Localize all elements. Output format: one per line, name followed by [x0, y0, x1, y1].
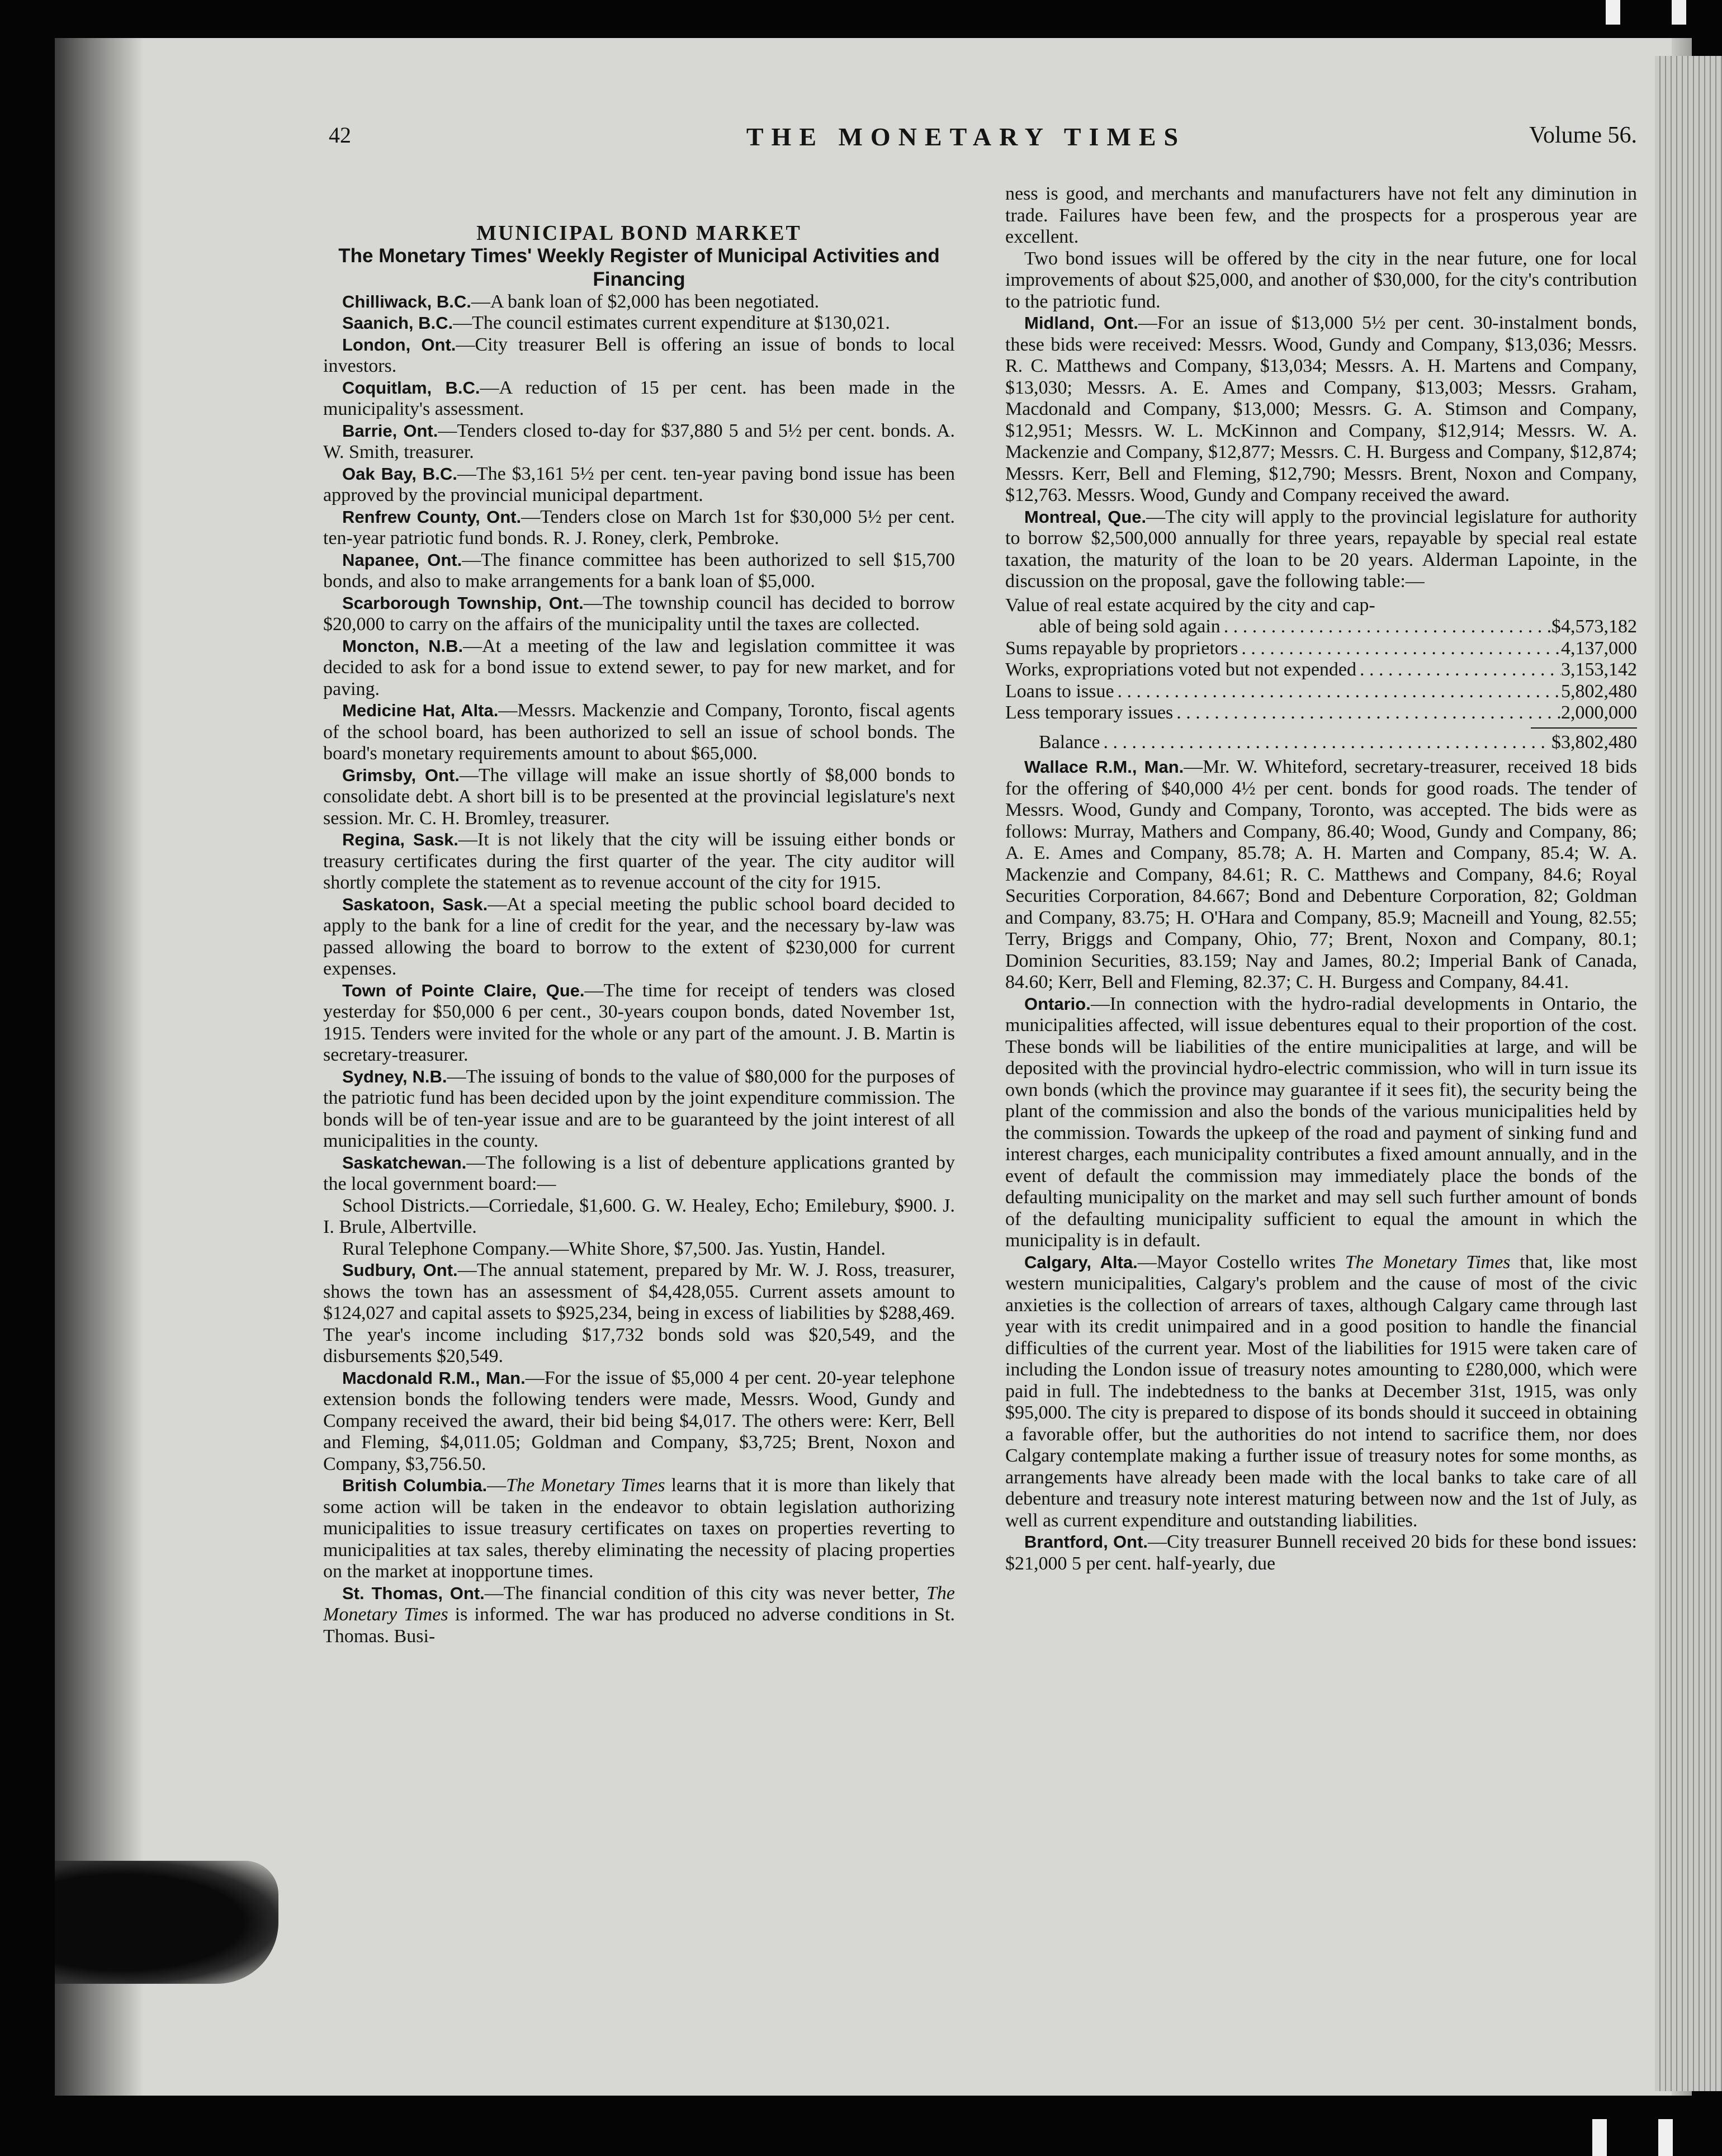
place-name: Town of Pointe Claire, Que. — [342, 980, 585, 1000]
dot-leader — [1173, 702, 1561, 724]
item-text: learns that it is more than likely that some action will be taken in the endeavor to obtain legislation authorizing municipalities to issue treasury certificates on taxes on properties reverting to municipalities at tax sales, thereby eliminating the necessity of placing properties on the market at inopportune times. — [323, 1475, 955, 1582]
dot-leader — [1356, 659, 1561, 681]
item-text: —The annual statement, prepared by Mr. W. J. Ross, treasurer, shows the town has an assessment of $4,428,055. Current assets amount to $124,027 and capital assets to $925,234, being in excess of liabilities by $288,469. The year's income including $17,732 bonds sold was $20,549, and the disbursements $20,549. — [323, 1260, 955, 1367]
table-amount: $3,802,480 — [1551, 731, 1637, 753]
page-stack-edge — [1655, 56, 1722, 2091]
item-paragraph — [323, 377, 955, 420]
table-amount: 3,153,142 — [1561, 659, 1637, 680]
place-name: Chilliwack, B.C. — [342, 291, 471, 311]
item-text: —It is not likely that the city will be issuing either bonds or treasury certificates during the first quarter of the year. The city auditor will shortly complete the statement as to revenue account of the city for 1915. — [323, 829, 955, 893]
publication-name: The Monetary Times — [506, 1475, 665, 1496]
item-paragraph — [323, 1238, 955, 1260]
film-marker — [1592, 2119, 1607, 2156]
place-name: Sudbury, Ont. — [342, 1260, 458, 1280]
item-paragraph — [323, 1583, 955, 1648]
place-name: Oak Bay, B.C. — [342, 464, 457, 484]
item-text: —City treasurer Bell is offering an issue of bonds to local investors. — [323, 334, 955, 376]
item-paragraph — [323, 1066, 955, 1152]
place-name: Calgary, Alta. — [1024, 1252, 1138, 1272]
table-label: Works, expropriations voted but not expended — [1005, 659, 1357, 680]
table-label: Balance — [1039, 731, 1100, 753]
item-paragraph — [323, 464, 955, 507]
place-name: Renfrew County, Ont. — [342, 507, 522, 527]
table-row — [1005, 681, 1637, 703]
table-row — [1005, 638, 1637, 660]
item-paragraph — [323, 894, 955, 980]
right-column — [1005, 183, 1637, 1575]
item-text: —For an issue of $13,000 5½ per cent. 30-instalment bonds, these bids were received: Messrs. Wood, Gundy and Company, $13,036; Messrs. R. C. Matthews and Company, $13,034; Messrs. A. H. Martens and Company, $13,030; Messrs. A. E. Ames and Company, $13,003; Messrs. Graham, Macdonald and Company, $13,000; Messrs. G. A. Stimson and Company, $12,951; Messrs. W. L. McKinnon and Company, $12,914; Messrs. W. A. Mackenzie and Company, $12,877; Messrs. C. H. Burgess and Company, $12,874; Messrs. Kerr, Bell and Fleming, $12,790; Messrs. Brent, Noxon and Company, $12,763. Messrs. Wood, Gundy and Company received the award. — [1005, 313, 1637, 505]
film-marker — [1606, 0, 1620, 25]
item-text: School Districts.—Corriedale, $1,600. G. W. Healey, Echo; Emilebury, $900. J. I. Brule, Albertville. — [323, 1195, 955, 1237]
section-title: MUNICIPAL BOND MARKET — [476, 221, 802, 245]
item-text: is informed. The war has produced no adverse conditions in St. Thomas. Busi- — [323, 1604, 955, 1647]
item-text: —The $3,161 5½ per cent. ten-year paving bond issue has been approved by the provincial municipal department. — [323, 463, 955, 505]
film-marker — [1672, 0, 1686, 25]
place-name: British Columbia. — [342, 1476, 488, 1495]
item-paragraph — [1005, 994, 1637, 1252]
dot-leader — [1114, 681, 1561, 703]
table-amount: 4,137,000 — [1561, 637, 1637, 659]
place-name: London, Ont. — [342, 334, 456, 354]
item-text: —In connection with the hydro-radial developments in Ontario, the municipalities affected, will issue debentures equal to their proportion of the cost. These bonds will be liabilities of the entire municipalities at large, and will be deposited with the provincial hydro-electric commission, who will in turn issue its own bonds (which the province may guarantee if it sees fit), the security being the plant of the commission and also the bonds of the various municipalities held by the commission. Towards the upkeep of the road and payment of sinking fund and interest charges, each municipality contributes a fixed amount annually, and in the event of default the commission may immediately place the bonds of the defaulting municipality on the market and may sell such further amount of bonds of the defaulting municipality sufficient to equal the amount in which the municipality is in default. — [1005, 993, 1637, 1251]
item-paragraph — [323, 1260, 955, 1368]
item-paragraph — [1005, 507, 1637, 593]
item-paragraph — [323, 334, 955, 377]
item-paragraph — [323, 829, 955, 894]
item-text: that, like most western municipalities, Calgary's problem and the cause of most of the civic anxieties is the collection of arrears of taxes, although Calgary came through last year with its credit unimpaired and in a good position to handle the financial difficulties of the current year. Most of the liabilities for 1915 were taken care of including the London issue of treasury notes amounting to £280,000, which were paid in full. The indebtedness to the banks at December 31st, 1915, was only $95,000. The city is prepared to dispose of its bonds should it succeed in obtaining a favorable offer, but the authorities do not intend to sacrifice them, nor does Calgary contemplate making a further issue of treasury notes for some months, as arrangements have already been made with the local banks to take care of all debenture and treasury note interest maturing between now and the 1st of July, as well as current expenditure and outstanding liabilities. — [1005, 1251, 1637, 1531]
place-name: Saskatoon, Sask. — [342, 894, 488, 914]
table-label: Less temporary issues — [1005, 702, 1174, 723]
item-text: — — [487, 1475, 507, 1496]
item-text: Rural Telephone Company.—White Shore, $7,500. Jas. Yustin, Handel. — [342, 1238, 886, 1259]
item-text: —Tenders closed to-day for $37,880 5 and 5½ per cent. bonds. A. W. Smith, treasurer. — [323, 420, 955, 462]
table-row — [1005, 616, 1637, 638]
publication-name: The Monetary Times — [1345, 1251, 1511, 1273]
item-text: —The time for receipt of tenders was closed yesterday for $50,000 6 per cent., 30-years coupon bonds, dated November 1st, 1915. Tenders were invited for the whole or any part of the amount. J. B. Martin is secretary-treasurer. — [323, 980, 955, 1065]
page-number: 42 — [329, 122, 351, 148]
item-paragraph — [323, 700, 955, 765]
table-amount: 5,802,480 — [1561, 680, 1637, 702]
table-row — [1005, 659, 1637, 681]
place-name: Macdonald R.M., Man. — [342, 1368, 526, 1388]
table-label: able of being sold again — [1039, 616, 1220, 637]
table-label: Sums repayable by proprietors — [1005, 637, 1238, 659]
place-name: Moncton, N.B. — [342, 636, 463, 656]
sum-rule — [1531, 727, 1637, 729]
place-name: Grimsby, Ont. — [342, 765, 460, 785]
item-text: —The financial condition of this city was never better, — [484, 1582, 926, 1604]
place-name: Saanich, B.C. — [342, 313, 453, 333]
place-name: Wallace R.M., Man. — [1024, 757, 1184, 777]
item-text: —The council estimates current expenditure at $130,021. — [453, 313, 890, 333]
table-row — [1005, 702, 1637, 724]
place-name: Scarborough Township, Ont. — [342, 593, 584, 613]
item-paragraph — [1005, 1531, 1637, 1575]
item-text: —The issuing of bonds to the value of $80,000 for the purposes of the patriotic fund has been decided upon by the joint expenditure commission. The bonds will be of ten-year issue and are to be guaranteed by the joint interest of all municipalities in the county. — [323, 1066, 955, 1151]
dot-leader — [1100, 732, 1552, 754]
item-paragraph — [323, 291, 955, 313]
item-paragraph — [323, 980, 955, 1066]
table-label: Value of real estate acquired by the city and cap- — [1005, 594, 1375, 616]
item-paragraph — [323, 550, 955, 593]
left-column — [323, 223, 955, 1647]
place-name: Napanee, Ont. — [342, 550, 462, 570]
place-name: Midland, Ont. — [1024, 313, 1138, 333]
item-text: —For the issue of $5,000 4 per cent. 20-year telephone extension bonds the following tenders were made, Messrs. Wood, Gundy and Company received the award, their bid being $4,017. The others were: Kerr, Bell and Fleming, $4,011.05; Goldman and Company, $3,725; Brent, Noxon and Company, $3,756.50. — [323, 1367, 955, 1474]
table-row-balance — [1005, 732, 1637, 754]
publication-title: THE MONETARY TIMES — [746, 122, 1186, 151]
place-name: Ontario. — [1024, 994, 1091, 1014]
finance-table — [1005, 595, 1637, 754]
item-text: —Mr. W. Whiteford, secretary-treasurer, received 18 bids for the offering of $40,000 4½ per cent. bonds for good roads. The tender of Messrs. Wood, Gundy and Company, Toronto, was accepted. The bids were as follows: Murray, Mathers and Company, 86.40; Wood, Gundy and Company, 86; A. E. Ames and Company, 85.78; A. H. Marten and Company, 85.4; W. A. Mackenzie and Company, 84.61; R. C. Matthews and Company, 84.6; Royal Securities Corporation, 84.667; Bond and Debenture Corporation, 82; Goldman and Company, 83.75; H. O'Hara and Company, 85.9; Macneill and Young, 82.55; Terry, Briggs and Company, Ohio, 77; Brent, Noxon and Company, 80.1; Dominion Securities, 83.159; Nay and James, 80.2; Imperial Bank of Canada, 84.60; Kerr, Bell and Fleming, 82.37; C. H. Burgess and Company, 84.41. — [1005, 757, 1637, 992]
item-paragraph — [323, 1475, 955, 1583]
item-paragraph — [323, 507, 955, 550]
running-header — [295, 122, 1637, 183]
item-text: —Mayor Costello writes — [1137, 1251, 1345, 1273]
thumb-shadow — [55, 1861, 278, 1984]
item-paragraph — [1005, 1252, 1637, 1532]
item-paragraph: ness is good, and merchants and manufacturers have not felt any diminution in trade. Failures have been few, and the prospects for a prosperous year are excellent. — [1005, 183, 1637, 247]
place-name: Brantford, Ont. — [1024, 1532, 1148, 1552]
item-text: —At a special meeting the public school board decided to apply to the bank for a line of credit for the year, and the necessary by-law was passed allowing the board to borrow to the extent of $230,000 for current expenses. — [323, 893, 955, 979]
item-paragraph — [323, 636, 955, 701]
table-row — [1005, 595, 1637, 617]
item-text: —The township council has decided to borrow $20,000 to carry on the affairs of the municipality until the taxes are collected. — [323, 592, 955, 635]
item-text: —The finance committee has been authorized to sell $15,700 bonds, and also to make arrangements for a bank loan of $5,000. — [323, 549, 955, 592]
item-text: —The city will apply to the provincial legislature for authority to borrow $2,500,000 annually for three years, repayable by special real estate taxation, the maturity of the loan to be 20 years. Alderman Lapointe, in the discussion on the proposal, gave the following table:— — [1005, 506, 1638, 592]
item-paragraph — [323, 313, 955, 334]
item-text: —A reduction of 15 per cent. has been made in the municipality's assessment. — [323, 377, 955, 419]
item-paragraph — [323, 1152, 955, 1195]
item-text: —The village will make an issue shortly of $8,000 bonds to consolidate debt. A short bill is to be presented at the provincial legislature's next session. Mr. C. H. Bromley, treasurer. — [323, 764, 955, 829]
item-paragraph — [323, 1195, 955, 1238]
place-name: St. Thomas, Ont. — [342, 1583, 485, 1603]
item-text: —City treasurer Bunnell received 20 bids for these bond issues: $21,000 5 per cent. half-yearly, due — [1005, 1531, 1637, 1574]
place-name: Medicine Hat, Alta. — [342, 701, 499, 720]
item-text: —Messrs. Mackenzie and Company, Toronto, fiscal agents of the school board, has been authorized to sell an issue of school bonds. The board's monetary requirements amount to about $65,000. — [323, 700, 955, 764]
item-paragraph — [1005, 313, 1637, 507]
publication-name: The Monetary Times — [323, 1582, 955, 1625]
dot-leader — [1238, 638, 1561, 660]
place-name: Saskatchewan. — [342, 1152, 467, 1172]
item-paragraph — [323, 765, 955, 830]
place-name: Montreal, Que. — [1024, 507, 1147, 527]
section-subtitle: The Monetary Times' Weekly Register of Municipal Activities and Financing — [338, 244, 940, 290]
item-text: —At a meeting of the law and legislation committee it was decided to ask for a bond issue to extend sewer, to pay for new market, and for paving. — [323, 635, 955, 699]
table-amount: $4,573,182 — [1551, 616, 1637, 637]
place-name: Coquitlam, B.C. — [342, 377, 480, 398]
table-label: Loans to issue — [1005, 680, 1114, 702]
item-text: —Tenders close on March 1st for $30,000 5½ per cent. ten-year patriotic fund bonds. R. J. Roney, clerk, Pembroke. — [323, 506, 955, 549]
place-name: Regina, Sask. — [342, 830, 458, 849]
dot-leader — [1220, 616, 1551, 638]
item-text: —The following is a list of debenture applications granted by the local government board:— — [323, 1152, 955, 1194]
item-paragraph — [323, 420, 955, 464]
book-page — [55, 38, 1692, 2096]
item-text: —A bank loan of $2,000 has been negotiated. — [471, 291, 820, 312]
table-amount: 2,000,000 — [1561, 702, 1637, 723]
film-marker — [1658, 2119, 1673, 2156]
place-name: Barrie, Ont. — [342, 420, 438, 441]
gutter-shadow — [55, 38, 144, 2096]
item-paragraph — [323, 593, 955, 636]
volume-label: Volume 56. — [1529, 122, 1637, 148]
item-paragraph — [323, 1368, 955, 1476]
item-paragraph — [1005, 757, 1637, 994]
item-paragraph: Two bond issues will be offered by the city in the near future, one for local improvements of about $25,000, and another of $30,000, for the city's contribution to the patriotic fund. — [1005, 248, 1637, 312]
place-name: Sydney, N.B. — [342, 1066, 447, 1086]
